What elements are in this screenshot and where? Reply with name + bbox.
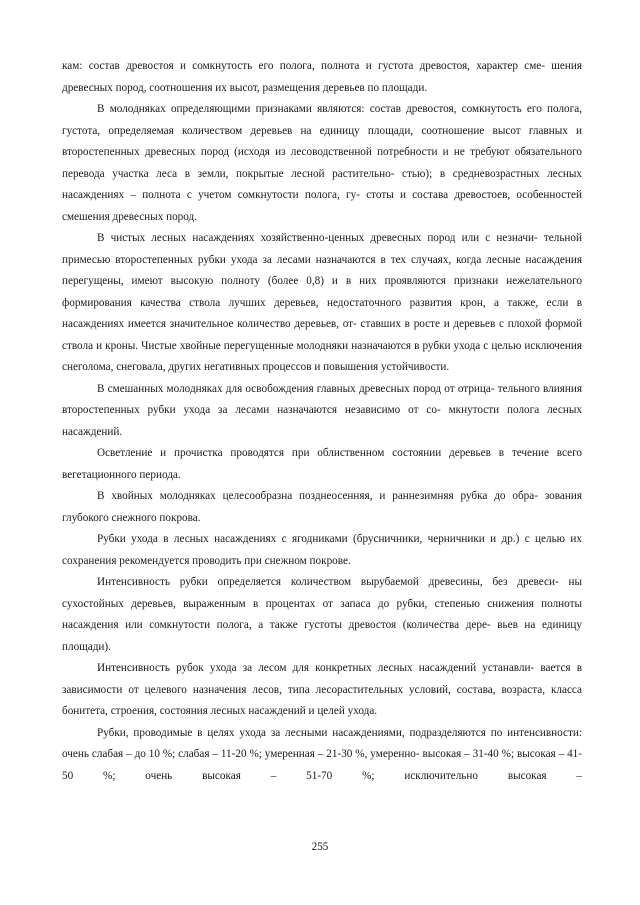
paragraph-10: Рубки, проводимые в целях ухода за лесными насаждениями, подразделяются по интенсивности: очень слабая – до 10 %; слабая – 11-20 %; умеренная – 21-30 %, умеренно- высокая – 31-40 %; высокая – 41-50 %; очень высокая – 51-70 %; исключительно высокая –	[62, 726, 582, 782]
paragraph-3: В чистых лесных насаждениях хозяйственно-ценных древесных пород или с незначи- тельной примесью второстепенных рубки ухода за лесами назначаются в тех случаях, когда лесные насаждения перегущены, имеют высокую полноту (более 0,8) и в них проявляются признаки нежелательного формирования качества ствола лучших деревьев, недостаточного развития крон, а также, если в насаждениях имеется значительное количество деревьев, от- ставших в росте и деревьев с плохой формой ствола и кроны. Чистые хвойные перегущенные молодняки назначаются в рубки ухода с целью исключения снеголома, снеговала, других негативных процессов и повышения устойчивости.	[62, 232, 582, 373]
paragraph-8: Интенсивность рубки определяется количеством вырубаемой древесины, без древеси- ны сухостойных деревьев, выраженным в процентах от запаса до рубки, степенью снижения полноты насаждения или сомкнутости полога, а также густоты древостоя (количества дере- вьев на единицу площади).	[62, 576, 582, 653]
paragraph-2: В молодняках определяющими признаками являются: состав древостоя, сомкнутость его полога, густота, определяемая количеством деревьев на единицу площади, соотношение высот главных и второстепенных древесных пород (исходя из лесоводственной потребности и не требуют обязательного перевода участка леса в земли, покрытые лесной растительно- стью); в средневозрастных лесных насаждениях – полнота с учетом сомкнутости полога, гу- стоты и состава древостоев, особенностей смешения древесных пород.	[62, 103, 582, 223]
paragraph-6: В хвойных молодняках целесообразна позднеосенняя, и раннезимняя рубка до обра- зования глубокого снежного покрова.	[62, 490, 582, 524]
page-number: 255	[311, 841, 329, 853]
paragraph-1: кам: состав древостоя и сомкнутость его полога, полнота и густота древостоя, характер сме- шения древесных пород, соотношения их высот, размещения деревьев по площади.	[62, 60, 582, 94]
paragraph-5: Осветление и прочистка проводятся при облиственном состоянии деревьев в течение всего вегетационного периода.	[62, 447, 582, 481]
paragraph-7: Рубки ухода в лесных насаждениях с ягодниками (брусничники, черничники и др.) с целью их сохранения рекомендуется проводить при снежном покрове.	[62, 533, 582, 567]
document-body	[62, 56, 582, 787]
paragraph-4: В смешанных молодняках для освобождения главных древесных пород от отрица- тельного влияния второстепенных рубки ухода за лесами назначаются независимо от со- мкнутости полога лесных насаждений.	[62, 382, 582, 438]
paragraph-9: Интенсивность рубок ухода за лесом для конкретных лесных насаждений устанавли- вается в зависимости от целевого назначения лесов, типа лесорастительных условий, состава, возраста, класса бонитета, строения, состояния лесных насаждений и целей ухода.	[62, 662, 582, 717]
